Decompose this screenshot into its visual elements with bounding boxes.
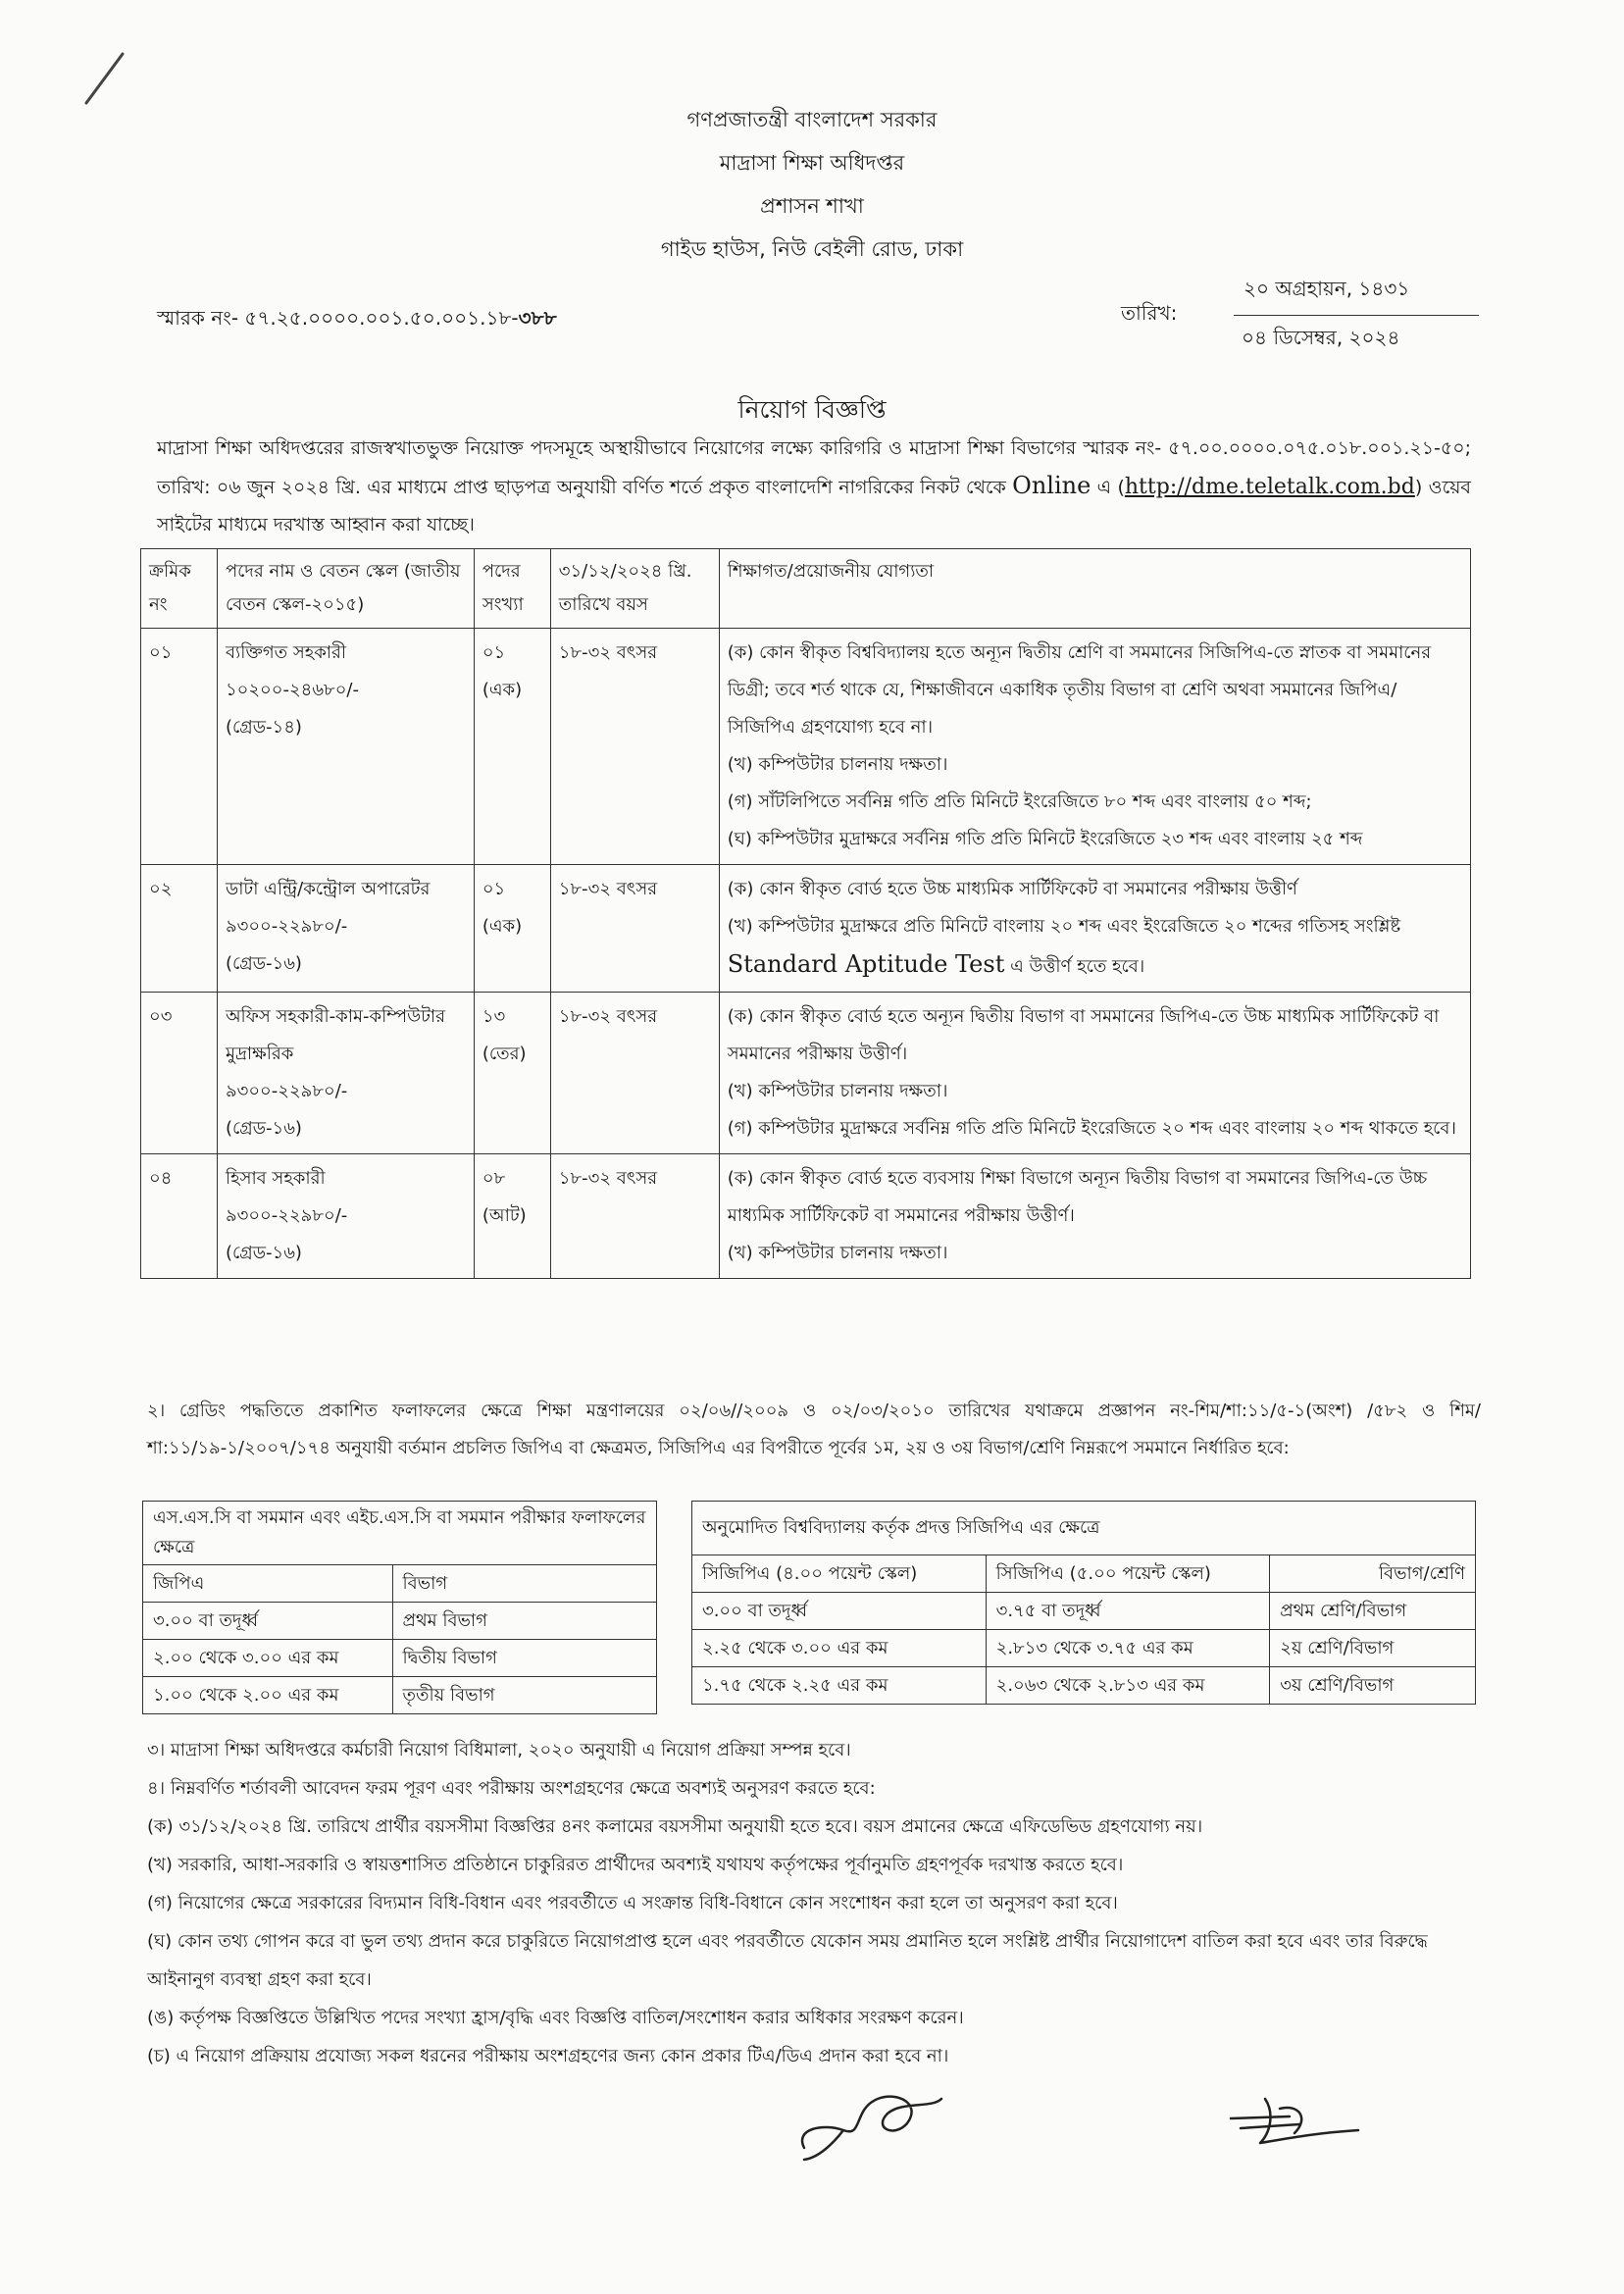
- pay-scale: ৯৩০০-২২৯৮০/-: [225, 1205, 348, 1226]
- post-count-words: (এক): [482, 680, 523, 700]
- post-name-cell: [217, 865, 474, 993]
- gpa-value: ৩.০০ বা তদূর্ধ্ব: [143, 1603, 393, 1640]
- memo-label: স্মারক নং- ৫৭.২৫.০০০০.০০১.৫০.০০১.১৮-: [157, 306, 519, 330]
- cgpa-heading: অনুমোদিত বিশ্ববিদ্যালয় কর্তৃক প্রদত্ত সিজিপিএ এর ক্ষেত্রে: [692, 1502, 1476, 1555]
- university-cgpa-table: [691, 1501, 1476, 1705]
- aptitude-test-name: Standard Aptitude Test: [727, 950, 1005, 978]
- intro-text-3: ) ওয়েব সাইটের মাধ্যমে দরখাস্ত আহ্বান করা যাচ্ছে।: [157, 477, 1471, 535]
- division-value: প্রথম বিভাগ: [392, 1603, 656, 1640]
- notice-title: নিয়োগ বিজ্ঞপ্তি: [737, 395, 887, 424]
- age-limit: ১৮-৩২ বৎসর: [550, 629, 719, 865]
- pay-grade: (গ্রেড-১৪): [225, 717, 302, 738]
- pay-grade: (গ্রেড-১৬): [225, 1243, 302, 1263]
- qualification-text: (খ) কম্পিউটার মুদ্রাক্ষরে প্রতি মিনিটে বাংলায় ২০ শব্দ এবং ইংরেজিতে ২০ শব্দের গতিসহ সংশ্লিষ্ট: [727, 916, 1401, 937]
- qualification-cell: [719, 865, 1470, 993]
- date-bangla: ২০ অগ্রহায়ন, ১৪৩১: [1234, 275, 1479, 316]
- post-name-cell: [217, 1154, 474, 1279]
- pay-grade: (গ্রেড-১৬): [225, 953, 302, 974]
- pay-scale: ১০২০০-২৪৬৮০/-: [225, 680, 359, 700]
- post-count-words: (আট): [482, 1205, 527, 1226]
- post-count: ০৮: [482, 1168, 506, 1189]
- date-box: [1234, 275, 1479, 356]
- cgpa4-value: ৩.০০ বা তদূর্ধ্ব: [692, 1593, 987, 1630]
- branch-name: প্রশাসন শাখা: [760, 194, 864, 218]
- col-age: ৩১/১২/২০২৪ খ্রি. তারিখে বয়স: [550, 549, 719, 629]
- post-count: ০১: [482, 642, 506, 663]
- cgpa5-value: ৩.৭৫ বা তদূর্ধ্ব: [986, 1593, 1270, 1630]
- col-post-name: পদের নাম ও বেতন স্কেল (জাতীয় বেতন স্কেল-২০১৫): [217, 549, 474, 629]
- qualification-item: (খ) কম্পিউটার চালনায় দক্ষতা।: [727, 754, 948, 775]
- pay-scale: ৯৩০০-২২৯৮০/-: [225, 1081, 348, 1101]
- class-value: ২য় শ্রেণি/বিভাগ: [1270, 1630, 1476, 1667]
- memo-handwritten-number: ৩৮৮: [518, 306, 557, 330]
- condition-ga: (গ) নিয়োগের ক্ষেত্রে সরকারের বিদ্যমান বিধি-বিধান এবং পরবর্তীতে এ সংক্রান্ত বিধি-বিধানে কোন সংশোধন করা হলে তা অনুসরণ করা হবে।: [147, 1893, 1118, 1913]
- age-limit: ১৮-৩২ বৎসর: [550, 1154, 719, 1279]
- directorate-name: মাদ্রাসা শিক্ষা অধিদপ্তর: [719, 151, 905, 175]
- table-row: [141, 865, 1471, 993]
- qualification-cell: [719, 1154, 1470, 1279]
- qualification-cell: [719, 629, 1470, 865]
- qualification-item: (খ) কম্পিউটার চালনায় দক্ষতা।: [727, 1081, 948, 1101]
- table-row: [141, 1154, 1471, 1279]
- age-limit: ১৮-৩২ বৎসর: [550, 865, 719, 993]
- post-count-words: (এক): [482, 916, 523, 937]
- qualification-item: (খ) কম্পিউটার চালনায় দক্ষতা।: [727, 1243, 948, 1263]
- qualification-item: (ঘ) কম্পিউটার মুদ্রাক্ষরে সর্বনিম্ন গতি প্রতি মিনিটে ইংরেজিতে ২৩ শব্দ এবং বাংলায় ২৫ শব্দ: [727, 829, 1363, 849]
- ssc-hsc-grade-table: [142, 1501, 657, 1714]
- posts-table: [140, 548, 1471, 1279]
- post-count-words: (তের): [482, 1044, 527, 1064]
- qualification-item: (ক) কোন স্বীকৃত বোর্ড হতে উচ্চ মাধ্যমিক সার্টিফিকেট বা সমমানের পরীক্ষায় উত্তীর্ণ: [727, 879, 1297, 899]
- post-name: ডাটা এন্ট্রি/কন্ট্রোল অপারেটর: [225, 879, 431, 899]
- gpa-value: ১.০০ থেকে ২.০০ এর কম: [143, 1677, 393, 1714]
- serial: ০৪: [141, 1154, 218, 1279]
- serial: ০৩: [141, 993, 218, 1154]
- class-value: ৩য় শ্রেণি/বিভাগ: [1270, 1667, 1476, 1705]
- grading-note: ২। গ্রেডিং পদ্ধতিতে প্রকাশিত ফলাফলের ক্ষেত্রে শিক্ষা মন্ত্রণালয়ের ০২/০৬//২০০৯ ও ০২/০৩/২০১০ তারিখের যথাক্রমে প্রজ্ঞাপন নং-শিম/শা:১১/৫-১(অংশ) /৫৮২ ও শিম/শা:১১/১৯-১/২০০৭/১৭৪ অনুযায়ী বর্তমান প্রচলিত জিপিএ বা ক্ষেত্রমত, সিজিপিএ এর বিপরীতে পূর্বের ১ম, ২য় ও ৩য় বিভাগ/শ্রেণি নিম্নরূপে সমমানে নির্ধারিত হবে:: [147, 1401, 1481, 1458]
- cgpa5-value: ২.০৬৩ থেকে ২.৮১৩ এর কম: [986, 1667, 1270, 1705]
- cgpa4-value: ১.৭৫ থেকে ২.২৫ এর কম: [692, 1667, 987, 1705]
- age-limit: ১৮-৩২ বৎসর: [550, 993, 719, 1154]
- division-header: বিভাগ: [392, 1565, 656, 1603]
- post-name: অফিস সহকারী-কাম-কম্পিউটার মুদ্রাক্ষরিক: [225, 1006, 446, 1064]
- qualification-cell: [719, 993, 1470, 1154]
- condition-uo: (ঙ) কর্তৃপক্ষ বিজ্ঞপ্তিতে উল্লিখিত পদের সংখ্যা হ্রাস/বৃদ্ধি এবং বিজ্ঞপ্তি বাতিল/সংশোধন করার অধিকার সংরক্ষণ করেন।: [147, 2008, 964, 2028]
- date-english: ০৪ ডিসেম্বর, ২০২৪: [1242, 326, 1400, 349]
- qualification-item: (গ) সাঁটলিপিতে সর্বনিম্ন গতি প্রতি মিনিটে ইংরেজিতে ৮০ শব্দ এবং বাংলায় ৫০ শব্দ;: [727, 791, 1312, 812]
- table-row: [141, 629, 1471, 865]
- gpa-value: ২.০০ থেকে ৩.০০ এর কম: [143, 1640, 393, 1677]
- post-count: ১৩: [482, 1006, 506, 1027]
- count-cell: [474, 1154, 550, 1279]
- post-count: ০১: [482, 879, 506, 899]
- government-name: গণপ্রজাতন্ত্রী বাংলাদেশ সরকার: [686, 108, 938, 131]
- col-post-count: পদের সংখ্যা: [474, 549, 550, 629]
- intro-paragraph: [157, 430, 1471, 543]
- division-value: দ্বিতীয় বিভাগ: [392, 1640, 656, 1677]
- table-row: [141, 993, 1471, 1154]
- signature-left-icon: [785, 2069, 961, 2167]
- cgpa4-value: ২.২৫ থেকে ৩.০০ এর কম: [692, 1630, 987, 1667]
- office-address: গাইড হাউস, নিউ বেইলী রোড, ঢাকা: [660, 237, 964, 261]
- post-name-cell: [217, 629, 474, 865]
- qualification-item: (গ) কম্পিউটার মুদ্রাক্ষরে সর্বনিম্ন গতি প্রতি মিনিটে ইংরেজিতে ২০ শব্দ এবং বাংলায় ২০ শব্দ থাকতে হবে।: [727, 1118, 1456, 1139]
- serial: ০১: [141, 629, 218, 865]
- intro-online: Online: [1012, 472, 1091, 499]
- cgpa5-header: সিজিপিএ (৫.০০ পয়েন্ট স্কেল): [986, 1555, 1270, 1593]
- date-label: তারিখ:: [1121, 301, 1178, 325]
- qualification-item: (ক) কোন স্বীকৃত বোর্ড হতে ব্যবসায় শিক্ষা বিভাগে অন্যূন দ্বিতীয় বিভাগ বা সমমানের জিপিএ-তে উচ্চ মাধ্যমিক সার্টিফিকেট বা সমমানের পরীক্ষায় উত্তীর্ণ।: [727, 1168, 1428, 1226]
- class-value: প্রথম শ্রেণি/বিভাগ: [1270, 1593, 1476, 1630]
- memo-number: [157, 304, 557, 336]
- pay-grade: (গ্রেড-১৬): [225, 1118, 302, 1139]
- col-serial: ক্রমিক নং: [141, 549, 218, 629]
- division-value: তৃতীয় বিভাগ: [392, 1677, 656, 1714]
- count-cell: [474, 993, 550, 1154]
- table-row: [143, 1640, 657, 1677]
- gpa-header: জিপিএ: [143, 1565, 393, 1603]
- qualification-item: (ক) কোন স্বীকৃত বিশ্ববিদ্যালয় হতে অন্যূন দ্বিতীয় শ্রেণি বা সমমানের সিজিপিএ-তে স্নাতক বা সমমানের ডিগ্রী; তবে শর্ত থাকে যে, শিক্ষাজীবনে একাধিক তৃতীয় বিভাগ বা শ্রেণি অথবা সমমানের জিপিএ/ সিজিপিএ গ্রহণযোগ্য হবে না।: [727, 642, 1432, 738]
- intro-text: মাদ্রাসা শিক্ষা অধিদপ্তরের রাজস্বখাতভুক্ত নিয়োক্ত পদসমূহে অস্থায়ীভাবে নিয়োগের লক্ষ্যে কারিগরি ও মাদ্রাসা শিক্ষা বিভাগের স্মারক নং- ৫৭.০০.০০০০.০৭৫.০১৮.০০১.২১-৫০; তারিখ: ০৬ জুন ২০২৪ খ্রি. এর মাধ্যমে প্রাপ্ত ছাড়পত্র অনুযায়ী বর্ণিত শর্তে প্রকৃত বাংলাদেশি নাগরিকের নিকট থেকে: [157, 437, 1471, 498]
- post-name: ব্যক্তিগত সহকারী: [225, 642, 347, 663]
- table-row: [692, 1630, 1476, 1667]
- post-name: হিসাব সহকারী: [225, 1168, 326, 1189]
- intro-text-2: এ (: [1091, 477, 1125, 498]
- application-url-link[interactable]: http://dme.teletalk.com.bd: [1124, 475, 1415, 499]
- cgpa5-value: ২.৮১৩ থেকে ৩.৭৫ এর কম: [986, 1630, 1270, 1667]
- ssc-hsc-heading: এস.এস.সি বা সমমান এবং এইচ.এস.সি বা সমমান পরীক্ষার ফলাফলের ক্ষেত্রে: [143, 1502, 657, 1565]
- serial: ০২: [141, 865, 218, 993]
- qualification-tail: এ উত্তীর্ণ হতে হবে।: [1004, 956, 1145, 977]
- signature-right-icon: [1221, 2089, 1368, 2158]
- pay-scale: ৯৩০০-২২৯৮০/-: [225, 916, 348, 937]
- qualification-item: [728, 908, 1462, 986]
- count-cell: [474, 629, 550, 865]
- count-cell: [474, 865, 550, 993]
- col-qualification: শিক্ষাগত/প্রয়োজনীয় যোগ্যতা: [719, 549, 1470, 629]
- condition-kha: (খ) সরকারি, আধা-সরকারি ও স্বায়ত্তশাসিত প্রতিষ্ঠানে চাকুরিরত প্রার্থীদের অবশ্যই যথাযথ কর্তৃপক্ষের পূর্বানুমতি গ্রহণপূর্বক দরখাস্ত করতে হবে।: [147, 1855, 1124, 1875]
- condition-cha: (চ) এ নিয়োগ প্রক্রিয়ায় প্রযোজ্য সকল ধরনের পরীক্ষায় অংশগ্রহণের জন্য কোন প্রকার টিএ/ডিএ প্রদান করা হবে না।: [147, 2046, 949, 2066]
- table-row: [692, 1593, 1476, 1630]
- table-row: [692, 1667, 1476, 1705]
- table-row: [143, 1603, 657, 1640]
- conditions: [147, 1731, 1491, 2075]
- condition-4: ৪। নিম্নবর্ণিত শর্তাবলী আবেদন ফরম পূরণ এবং পরীক্ষায় অংশগ্রহণের ক্ষেত্রে অবশ্যই অনুসরণ করতে হবে:: [147, 1778, 876, 1799]
- qualification-item: (ক) কোন স্বীকৃত বোর্ড হতে অন্যূন দ্বিতীয় বিভাগ বা সমমানের জিপিএ-তে উচ্চ মাধ্যমিক সার্টিফিকেট বা সমমানের পরীক্ষায় উত্তীর্ণ।: [727, 1006, 1440, 1064]
- condition-3: ৩। মাদ্রাসা শিক্ষা অধিদপ্তরে কর্মচারী নিয়োগ বিধিমালা, ২০২০ অনুযায়ী এ নিয়োগ প্রক্রিয়া সম্পন্ন হবে।: [147, 1740, 851, 1760]
- cgpa4-header: সিজিপিএ (৪.০০ পয়েন্ট স্কেল): [692, 1555, 987, 1593]
- posts-table-header: [141, 549, 1471, 629]
- condition-gha: (ঘ) কোন তথ্য গোপন করে বা ভুল তথ্য প্রদান করে চাকুরিতে নিয়োগপ্রাপ্ত হলে এবং পরবর্তীতে যেকোন সময় প্রমানিত হলে সংশ্লিষ্ট প্রার্থীর নিয়োগাদেশ বাতিল করা হবে এবং তার বিরুদ্ধে আইনানুগ ব্যবস্থা গ্রহণ করা হবে।: [147, 1931, 1428, 1990]
- table-row: [143, 1677, 657, 1714]
- condition-ka: (ক) ৩১/১২/২০২৪ খ্রি. তারিখে প্রার্থীর বয়সসীমা বিজ্ঞপ্তির ৪নং কলামের বয়সসীমা অনুযায়ী হতে হবে। বয়স প্রমানের ক্ষেত্রে এফিডেভিড গ্রহণযোগ্য নয়।: [147, 1816, 1203, 1837]
- letterhead: [0, 98, 1624, 271]
- post-name-cell: [217, 993, 474, 1154]
- class-header: বিভাগ/শ্রেণি: [1270, 1555, 1476, 1593]
